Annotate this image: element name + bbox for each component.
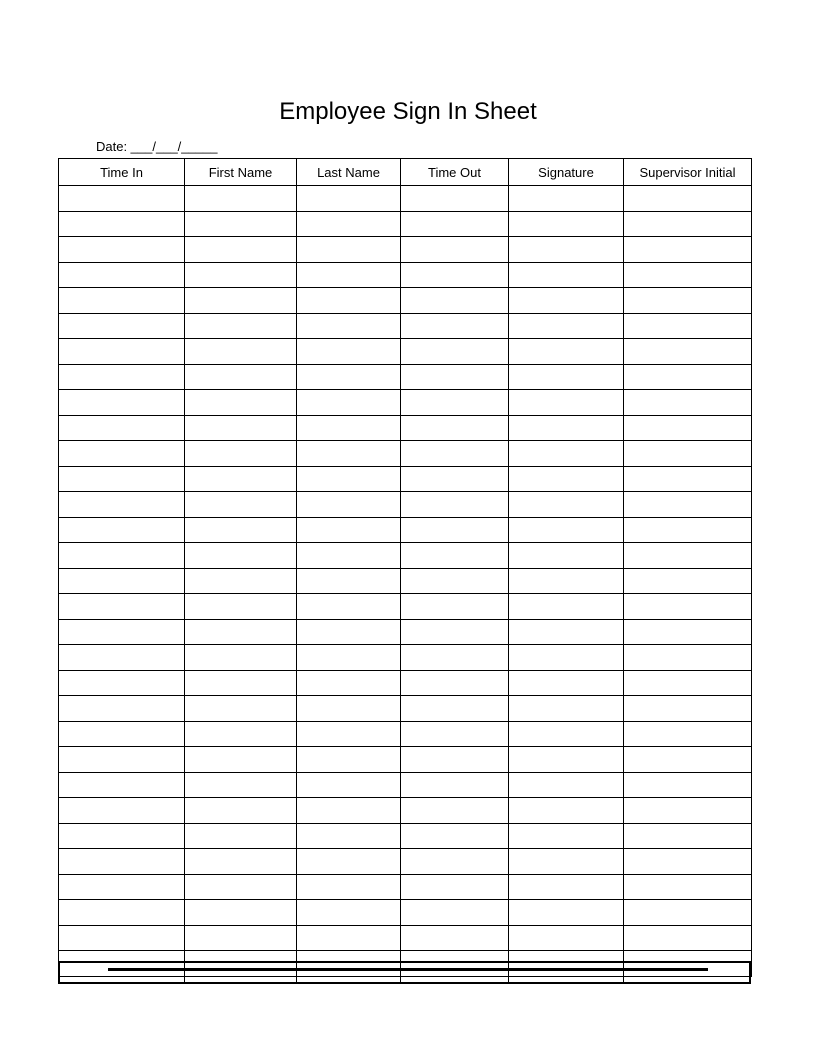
cell-first-name[interactable] (185, 441, 297, 467)
cell-signature[interactable] (509, 466, 624, 492)
table-row (59, 823, 752, 849)
cell-time-out[interactable] (401, 849, 509, 875)
cell-signature[interactable] (509, 517, 624, 543)
cell-signature[interactable] (509, 186, 624, 212)
table-row (59, 772, 752, 798)
cell-supervisor-initial[interactable] (624, 186, 752, 212)
table-row (59, 517, 752, 543)
cell-signature[interactable] (509, 339, 624, 365)
cell-time-out[interactable] (401, 747, 509, 773)
table-row (59, 925, 752, 951)
cell-signature[interactable] (509, 670, 624, 696)
cell-time-out[interactable] (401, 186, 509, 212)
cell-supervisor-initial[interactable] (624, 492, 752, 518)
cell-signature[interactable] (509, 874, 624, 900)
cell-supervisor-initial[interactable] (624, 619, 752, 645)
cell-supervisor-initial[interactable] (624, 211, 752, 237)
cell-first-name[interactable] (185, 900, 297, 926)
cell-first-name[interactable] (185, 798, 297, 824)
footer-divider (400, 961, 401, 984)
cell-last-name[interactable] (297, 594, 401, 620)
cell-supervisor-initial[interactable] (624, 237, 752, 263)
cell-time-in[interactable] (59, 747, 185, 773)
cell-last-name[interactable] (297, 696, 401, 722)
cell-supervisor-initial[interactable] (624, 313, 752, 339)
cell-time-out[interactable] (401, 798, 509, 824)
cell-last-name[interactable] (297, 543, 401, 569)
table-row (59, 900, 752, 926)
cell-last-name[interactable] (297, 211, 401, 237)
footer-divider (508, 961, 509, 984)
cell-signature[interactable] (509, 900, 624, 926)
cell-supervisor-initial[interactable] (624, 696, 752, 722)
cell-time-in[interactable] (59, 186, 185, 212)
cell-time-out[interactable] (401, 696, 509, 722)
cell-signature[interactable] (509, 721, 624, 747)
cell-last-name[interactable] (297, 874, 401, 900)
cell-time-out[interactable] (401, 492, 509, 518)
cell-last-name[interactable] (297, 262, 401, 288)
cell-first-name[interactable] (185, 543, 297, 569)
cell-last-name[interactable] (297, 288, 401, 314)
cell-first-name[interactable] (185, 339, 297, 365)
header-time-in: Time In (59, 159, 185, 186)
cell-last-name[interactable] (297, 925, 401, 951)
cell-supervisor-initial[interactable] (624, 594, 752, 620)
cell-supervisor-initial[interactable] (624, 747, 752, 773)
cell-supervisor-initial[interactable] (624, 823, 752, 849)
cell-last-name[interactable] (297, 441, 401, 467)
cell-last-name[interactable] (297, 568, 401, 594)
cell-first-name[interactable] (185, 645, 297, 671)
cell-time-in[interactable] (59, 619, 185, 645)
cell-time-in[interactable] (59, 925, 185, 951)
cell-supervisor-initial[interactable] (624, 364, 752, 390)
cell-first-name[interactable] (185, 517, 297, 543)
table-row (59, 849, 752, 875)
footer-divider (296, 961, 297, 984)
cell-signature[interactable] (509, 645, 624, 671)
cell-time-in[interactable] (59, 211, 185, 237)
cell-signature[interactable] (509, 543, 624, 569)
header-first-name: First Name (185, 159, 297, 186)
table-row (59, 364, 752, 390)
cell-signature[interactable] (509, 594, 624, 620)
cell-time-out[interactable] (401, 517, 509, 543)
cell-supervisor-initial[interactable] (624, 543, 752, 569)
table-row (59, 696, 752, 722)
cell-first-name[interactable] (185, 619, 297, 645)
cell-time-in[interactable] (59, 594, 185, 620)
cell-last-name[interactable] (297, 721, 401, 747)
table-row (59, 237, 752, 263)
table-row (59, 619, 752, 645)
cell-time-out[interactable] (401, 594, 509, 620)
cell-last-name[interactable] (297, 415, 401, 441)
cell-time-out[interactable] (401, 466, 509, 492)
cell-first-name[interactable] (185, 364, 297, 390)
cell-last-name[interactable] (297, 339, 401, 365)
cell-last-name[interactable] (297, 670, 401, 696)
cell-time-in[interactable] (59, 772, 185, 798)
cell-last-name[interactable] (297, 517, 401, 543)
cell-first-name[interactable] (185, 313, 297, 339)
cell-time-out[interactable] (401, 925, 509, 951)
cell-signature[interactable] (509, 747, 624, 773)
cell-signature[interactable] (509, 798, 624, 824)
table-row (59, 645, 752, 671)
cell-time-in[interactable] (59, 492, 185, 518)
cell-last-name[interactable] (297, 364, 401, 390)
cell-supervisor-initial[interactable] (624, 798, 752, 824)
cell-time-in[interactable] (59, 390, 185, 416)
cell-last-name[interactable] (297, 313, 401, 339)
cell-time-in[interactable] (59, 849, 185, 875)
table-row (59, 288, 752, 314)
header-time-out: Time Out (401, 159, 509, 186)
table-row (59, 390, 752, 416)
cell-last-name[interactable] (297, 772, 401, 798)
cell-last-name[interactable] (297, 466, 401, 492)
cell-signature[interactable] (509, 772, 624, 798)
cell-time-in[interactable] (59, 262, 185, 288)
table-row (59, 874, 752, 900)
header-row (59, 159, 752, 186)
cell-time-out[interactable] (401, 339, 509, 365)
cell-last-name[interactable] (297, 619, 401, 645)
cell-time-in[interactable] (59, 798, 185, 824)
cell-time-in[interactable] (59, 721, 185, 747)
table-row (59, 721, 752, 747)
cell-time-in[interactable] (59, 415, 185, 441)
cell-signature[interactable] (509, 415, 624, 441)
cell-time-out[interactable] (401, 441, 509, 467)
table-row (59, 186, 752, 212)
cell-signature[interactable] (509, 288, 624, 314)
table-row (59, 670, 752, 696)
table-row (59, 313, 752, 339)
cell-time-out[interactable] (401, 823, 509, 849)
cell-time-in[interactable] (59, 339, 185, 365)
cell-supervisor-initial[interactable] (624, 288, 752, 314)
cell-time-out[interactable] (401, 288, 509, 314)
header-last-name: Last Name (297, 159, 401, 186)
table-row (59, 568, 752, 594)
page-title: Employee Sign In Sheet (279, 98, 537, 125)
cell-time-in[interactable] (59, 237, 185, 263)
footer-rule-line (108, 968, 708, 971)
cell-time-in[interactable] (59, 823, 185, 849)
cell-signature[interactable] (509, 568, 624, 594)
cell-time-in[interactable] (59, 568, 185, 594)
table-row (59, 415, 752, 441)
cell-supervisor-initial[interactable] (624, 441, 752, 467)
table-row (59, 594, 752, 620)
cell-signature[interactable] (509, 211, 624, 237)
cell-last-name[interactable] (297, 849, 401, 875)
cell-time-out[interactable] (401, 313, 509, 339)
cell-first-name[interactable] (185, 670, 297, 696)
footer-divider (623, 961, 624, 984)
cell-first-name[interactable] (185, 492, 297, 518)
cell-time-out[interactable] (401, 543, 509, 569)
cell-time-in[interactable] (59, 441, 185, 467)
table-row (59, 492, 752, 518)
cell-first-name[interactable] (185, 237, 297, 263)
table-row (59, 798, 752, 824)
cell-time-in[interactable] (59, 874, 185, 900)
cell-supervisor-initial[interactable] (624, 645, 752, 671)
cell-first-name[interactable] (185, 721, 297, 747)
cell-first-name[interactable] (185, 849, 297, 875)
date-field[interactable]: Date: ___/___/_____ (96, 139, 218, 154)
cell-signature[interactable] (509, 313, 624, 339)
cell-supervisor-initial[interactable] (624, 925, 752, 951)
cell-time-in[interactable] (59, 466, 185, 492)
cell-signature[interactable] (509, 364, 624, 390)
cell-time-in[interactable] (59, 670, 185, 696)
cell-last-name[interactable] (297, 237, 401, 263)
cell-supervisor-initial[interactable] (624, 900, 752, 926)
table-row (59, 441, 752, 467)
table-row (59, 466, 752, 492)
cell-time-in[interactable] (59, 288, 185, 314)
cell-first-name[interactable] (185, 211, 297, 237)
cell-supervisor-initial[interactable] (624, 874, 752, 900)
cell-signature[interactable] (509, 823, 624, 849)
sign-in-table (58, 158, 752, 977)
cell-time-out[interactable] (401, 619, 509, 645)
cell-signature[interactable] (509, 619, 624, 645)
cell-signature[interactable] (509, 492, 624, 518)
cell-supervisor-initial[interactable] (624, 517, 752, 543)
cell-first-name[interactable] (185, 415, 297, 441)
cell-first-name[interactable] (185, 925, 297, 951)
table-row (59, 262, 752, 288)
cell-signature[interactable] (509, 849, 624, 875)
cell-first-name[interactable] (185, 696, 297, 722)
cell-supervisor-initial[interactable] (624, 568, 752, 594)
cell-supervisor-initial[interactable] (624, 721, 752, 747)
cell-time-in[interactable] (59, 364, 185, 390)
cell-supervisor-initial[interactable] (624, 670, 752, 696)
cell-time-out[interactable] (401, 670, 509, 696)
footer-divider (184, 961, 185, 984)
cell-supervisor-initial[interactable] (624, 772, 752, 798)
cell-time-in[interactable] (59, 900, 185, 926)
cell-time-in[interactable] (59, 543, 185, 569)
cell-first-name[interactable] (185, 186, 297, 212)
cell-last-name[interactable] (297, 798, 401, 824)
header-supervisor-initial: Supervisor Initial (624, 159, 752, 186)
cell-first-name[interactable] (185, 823, 297, 849)
cell-last-name[interactable] (297, 823, 401, 849)
table-row (59, 339, 752, 365)
table-row (59, 747, 752, 773)
cell-time-in[interactable] (59, 696, 185, 722)
cell-first-name[interactable] (185, 466, 297, 492)
cell-supervisor-initial[interactable] (624, 415, 752, 441)
cell-first-name[interactable] (185, 262, 297, 288)
cell-time-out[interactable] (401, 772, 509, 798)
header-signature: Signature (509, 159, 624, 186)
cell-first-name[interactable] (185, 390, 297, 416)
cell-time-in[interactable] (59, 645, 185, 671)
cell-signature[interactable] (509, 262, 624, 288)
cell-time-out[interactable] (401, 364, 509, 390)
cell-signature[interactable] (509, 925, 624, 951)
cell-last-name[interactable] (297, 645, 401, 671)
cell-time-out[interactable] (401, 645, 509, 671)
cell-time-out[interactable] (401, 721, 509, 747)
cell-signature[interactable] (509, 237, 624, 263)
cell-time-out[interactable] (401, 874, 509, 900)
cell-time-out[interactable] (401, 237, 509, 263)
cell-signature[interactable] (509, 696, 624, 722)
cell-supervisor-initial[interactable] (624, 390, 752, 416)
cell-first-name[interactable] (185, 594, 297, 620)
cell-time-out[interactable] (401, 262, 509, 288)
cell-signature[interactable] (509, 390, 624, 416)
table-body (59, 186, 752, 977)
table-row (59, 211, 752, 237)
cell-first-name[interactable] (185, 747, 297, 773)
cell-time-out[interactable] (401, 390, 509, 416)
cell-last-name[interactable] (297, 492, 401, 518)
cell-time-out[interactable] (401, 568, 509, 594)
cell-last-name[interactable] (297, 747, 401, 773)
cell-time-in[interactable] (59, 313, 185, 339)
cell-supervisor-initial[interactable] (624, 262, 752, 288)
table-row (59, 543, 752, 569)
table-footer-box (58, 961, 751, 984)
cell-time-in[interactable] (59, 517, 185, 543)
cell-time-out[interactable] (401, 415, 509, 441)
cell-supervisor-initial[interactable] (624, 849, 752, 875)
cell-last-name[interactable] (297, 186, 401, 212)
cell-time-out[interactable] (401, 211, 509, 237)
cell-first-name[interactable] (185, 874, 297, 900)
cell-signature[interactable] (509, 441, 624, 467)
cell-last-name[interactable] (297, 900, 401, 926)
cell-first-name[interactable] (185, 772, 297, 798)
cell-last-name[interactable] (297, 390, 401, 416)
cell-supervisor-initial[interactable] (624, 339, 752, 365)
cell-first-name[interactable] (185, 288, 297, 314)
cell-time-out[interactable] (401, 900, 509, 926)
cell-first-name[interactable] (185, 568, 297, 594)
cell-supervisor-initial[interactable] (624, 466, 752, 492)
